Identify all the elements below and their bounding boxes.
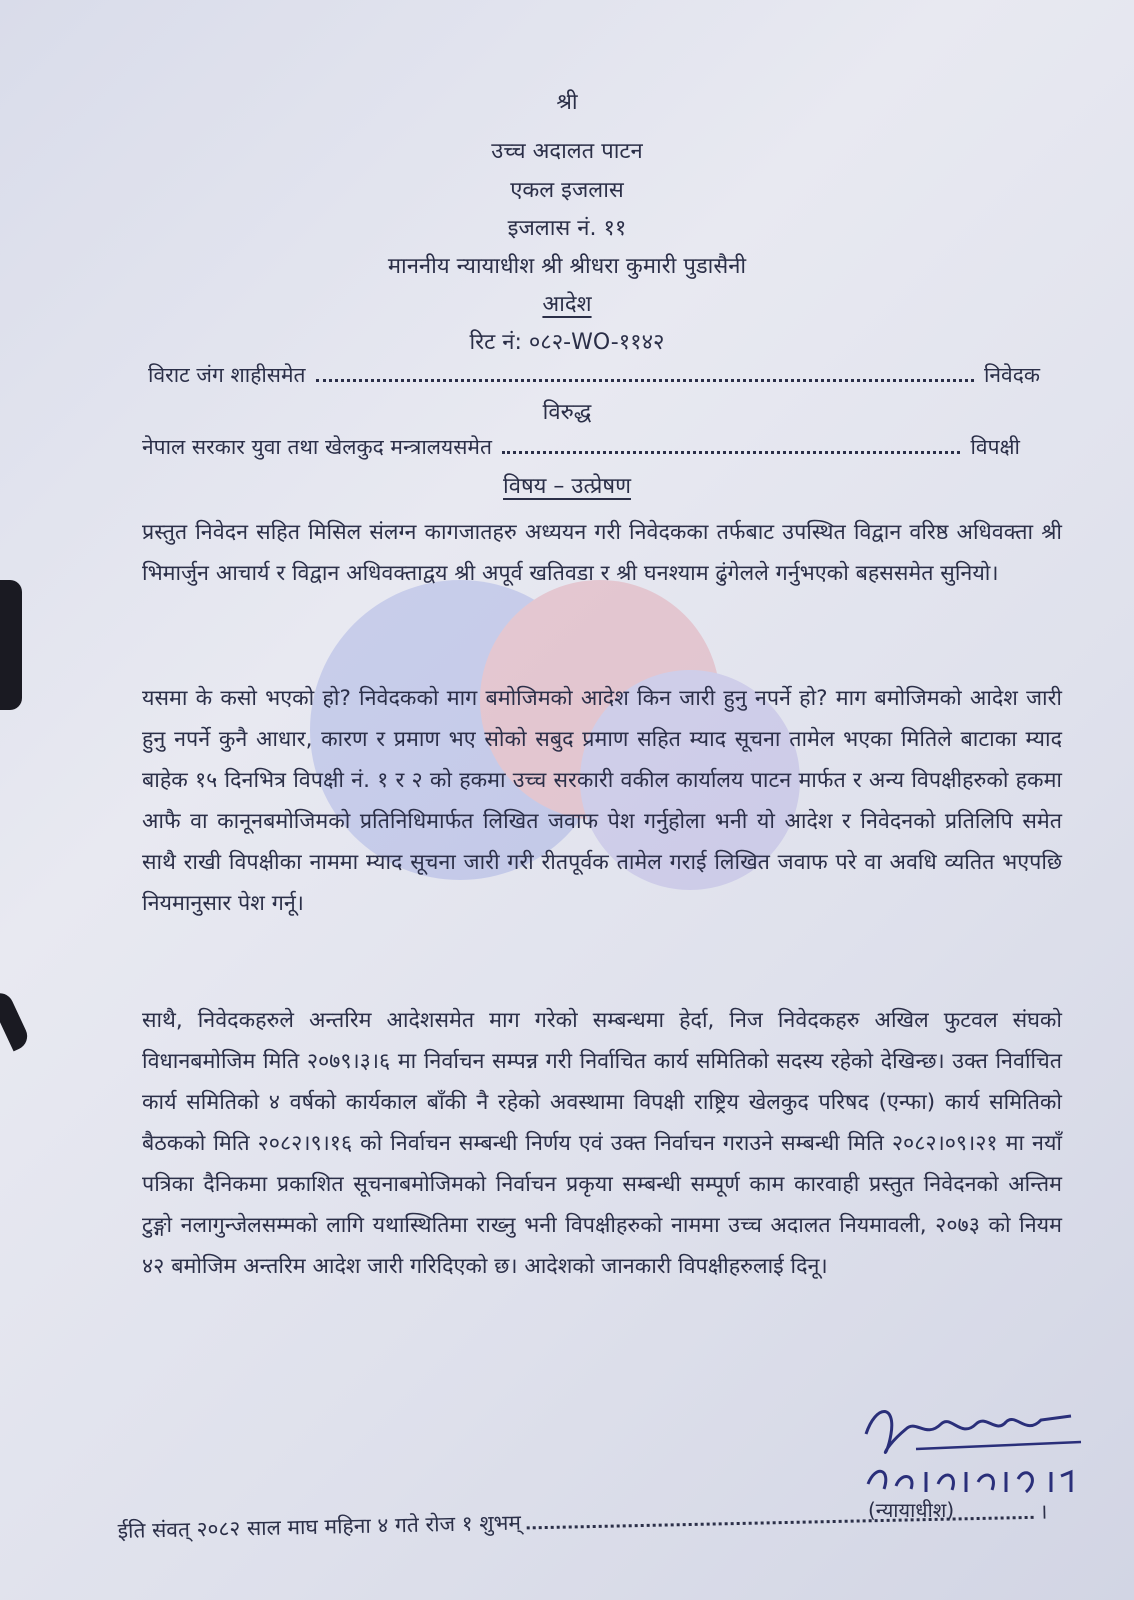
dotted-leader: [502, 451, 961, 454]
respondent-role: विपक्षी: [970, 435, 1020, 459]
scan-edge-mark: [0, 580, 22, 710]
bench-number: इजलास नं. ११: [507, 216, 627, 241]
respondent-row: [142, 432, 1020, 462]
respondent-name: नेपाल सरकार युवा तथा खेलकुद मन्त्रालयसमेत: [142, 435, 492, 459]
judge-name: माननीय न्यायाधीश श्री श्रीधरा कुमारी पुडासैनी: [387, 254, 747, 279]
petitioner-role: निवेदक: [983, 363, 1040, 387]
versus-label: विरुद्ध: [542, 400, 592, 425]
subject-row: [0, 472, 1134, 502]
order-title-row: [0, 290, 1134, 320]
closing-line: [117, 1497, 1047, 1546]
invocation: श्री: [556, 90, 578, 115]
petitioner-name: विराट जंग शाहीसमेत: [148, 363, 306, 387]
end-mark: ।: [1039, 1499, 1048, 1524]
order-title: आदेश: [542, 292, 592, 317]
signatory-role: (न्यायाधीश): [868, 1498, 955, 1522]
petitioner-row: [148, 360, 1040, 390]
paragraph-hearing: प्रस्तुत निवेदन सहित मिसिल संलग्न कागजातहरु अध्ययन गरी निवेदकका तर्फबाट उपस्थित विद्वान वरिष्ठ अधिवक्ता श्री भिमार्जुन आचार्य र विद्वान अधिवक्ताद्वय श्री अपूर्व खतिवडा र श्री घनश्याम ढुंगेलले गर्नुभएको बहससमेत सुनियो।: [142, 520, 1062, 586]
paragraph-show-cause: यसमा के कसो भएको हो? निवेदकको माग बमोजिमको आदेश किन जारी हुनु नपर्ने हो? माग बमोजिमको आदेश जारी हुनु नपर्ने कुनै आधार, कारण र प्रमाण भए सोको सबुद प्रमाण सहित म्याद सूचना तामेल भएका मितिले बाटाका म्याद बाहेक १५ दिनभित्र विपक्षी नं. १ र २ को हकमा उच्च सरकारी वकील कार्यालय पाटन मार्फत र अन्य विपक्षीहरुको हकमा आफै वा कानूनबमोजिमको प्रतिनिधिमार्फत लिखित जवाफ पेश गर्नुहोला भनी यो आदेश र निवेदनको प्रतिलिपि समेत साथै राखी विपक्षीका नाममा म्याद सूचना जारी गरी रीतपूर्वक तामेल गराई लिखित जवाफ परे वा अवधि व्यतित भएपछि नियमानुसार पेश गर्नू।: [142, 686, 1062, 916]
paragraph-interim-order: साथै, निवेदकहरुले अन्तरिम आदेशसमेत माग गरेको सम्बन्धमा हेर्दा, निज निवेदकहरु अखिल फुटवल संघको विधानबमोजिम मिति २०७९।३।६ मा निर्वाचन सम्पन्न गरी निर्वाचित कार्य समितिको सदस्य रहेको देखिन्छ। उक्त निर्वाचित कार्य समितिको ४ वर्षको कार्यकाल बाँकी नै रहेको अवस्थामा विपक्षी राष्ट्रिय खेलकुद परिषद (एन्फा) कार्य समितिको बैठकको मिति २०८२।९।१६ को निर्वाचन सम्बन्धी निर्णय एवं उक्त निर्वाचन गराउने सम्बन्धी मिति २०८२।०९।२१ मा नयाँ पत्रिका दैनिकमा प्रकाशित सूचनाबमोजिमको निर्वाचन प्रकृया सम्बन्धी सम्पूर्ण काम कारवाही प्रस्तुत निवेदनको अन्तिम टुङ्गो नलागुन्जेलसम्मको लागि यथास्थितिमा राख्नु भनी विपक्षीहरुको नाममा उच्च अदालत नियमावली, २०७३ को नियम ४२ बमोजिम अन्तरिम आदेश जारी गरिदिएको छ। आदेशको जानकारी विपक्षीहरुलाई दिनू।: [142, 1008, 1062, 1279]
bench-type: एकल इजलास: [510, 178, 624, 203]
dotted-leader: [527, 1516, 1034, 1530]
subject-line: विषय – उत्प्रेषण: [503, 474, 631, 499]
court-name: उच्च अदालत पाटन: [491, 139, 643, 164]
scan-edge-mark: [0, 989, 32, 1052]
dotted-leader: [316, 379, 974, 382]
closing-text: ईति संवत् २०८२ साल माघ महिना ४ गते रोज १ शुभम्: [117, 1510, 522, 1544]
writ-number: रिट नं: ०८२-WO-११४२: [469, 330, 665, 355]
